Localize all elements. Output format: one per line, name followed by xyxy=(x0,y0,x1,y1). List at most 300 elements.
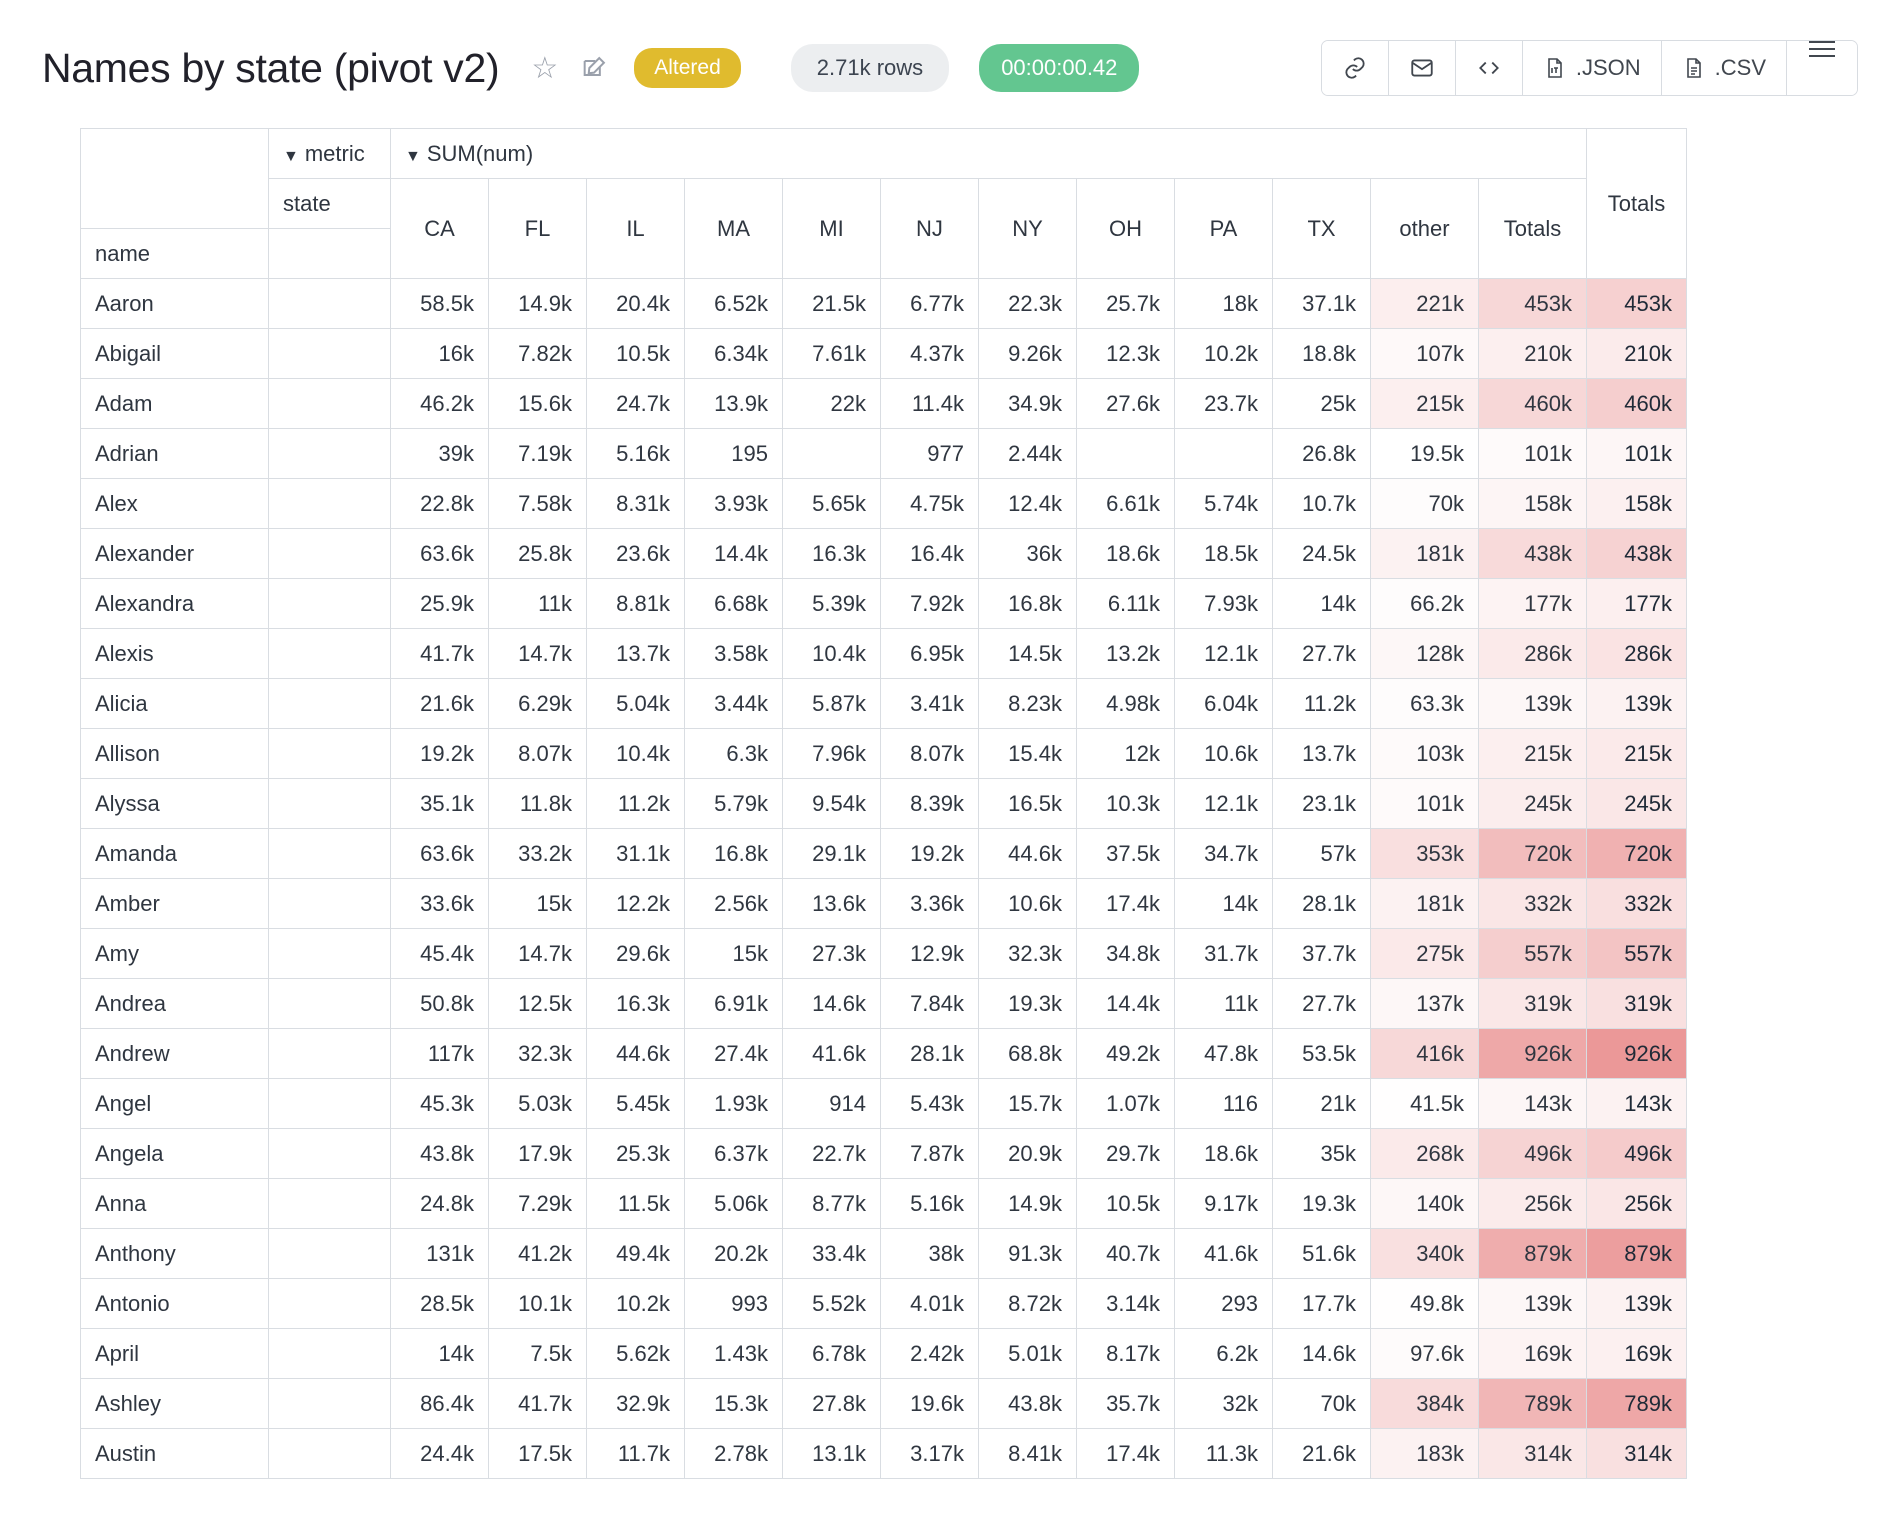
cell-totals: 210k xyxy=(1479,329,1587,379)
cell-totals: 438k xyxy=(1479,529,1587,579)
name-header-cell xyxy=(81,229,269,279)
cell-grand-total: 496k xyxy=(1587,1129,1687,1179)
pivot-table-body xyxy=(81,279,1687,1479)
cell-tx: 14.6k xyxy=(1273,1329,1371,1379)
cell-ny: 91.3k xyxy=(979,1229,1077,1279)
cell-mi: 14.6k xyxy=(783,979,881,1029)
pivot-table-header xyxy=(81,129,1687,279)
hamburger-line xyxy=(1809,48,1835,50)
state-label: state xyxy=(283,190,331,216)
cell-oh: 4.98k xyxy=(1077,679,1175,729)
cell-nj: 7.87k xyxy=(881,1129,979,1179)
embed-button[interactable] xyxy=(1456,41,1523,95)
cell-ca: 63.6k xyxy=(391,529,489,579)
cell-mi: 6.78k xyxy=(783,1329,881,1379)
cell-fl: 41.2k xyxy=(489,1229,587,1279)
cell-tx: 37.7k xyxy=(1273,929,1371,979)
hamburger-line xyxy=(1809,41,1835,43)
query-time-pill: 00:00:00.42 xyxy=(979,44,1139,92)
cell-fl: 7.19k xyxy=(489,429,587,479)
cell-pa xyxy=(1175,429,1273,479)
cell-ca: 63.6k xyxy=(391,829,489,879)
cell-ma: 6.34k xyxy=(685,329,783,379)
cell-other: 353k xyxy=(1371,829,1479,879)
cell-ny: 10.6k xyxy=(979,879,1077,929)
cell-ca: 117k xyxy=(391,1029,489,1079)
cell-totals: 177k xyxy=(1479,579,1587,629)
cell-ny: 2.44k xyxy=(979,429,1077,479)
cell-tx: 21k xyxy=(1273,1079,1371,1129)
cell-mi: 5.52k xyxy=(783,1279,881,1329)
cell-oh: 10.5k xyxy=(1077,1179,1175,1229)
table-row xyxy=(81,379,1687,429)
cell-totals: 314k xyxy=(1479,1429,1587,1479)
column-label: other xyxy=(1399,215,1450,241)
cell-oh: 27.6k xyxy=(1077,379,1175,429)
cell-mi: 914 xyxy=(783,1079,881,1129)
cell-totals: 453k xyxy=(1479,279,1587,329)
cell-totals: 215k xyxy=(1479,729,1587,779)
cell-fl: 7.29k xyxy=(489,1179,587,1229)
row-spacer-cell xyxy=(269,629,391,679)
cell-fl: 14.9k xyxy=(489,279,587,329)
cell-mi: 27.3k xyxy=(783,929,881,979)
cell-mi: 8.77k xyxy=(783,1179,881,1229)
row-spacer-cell xyxy=(269,379,391,429)
column-header-totals[interactable] xyxy=(1479,179,1587,279)
cell-totals: 460k xyxy=(1479,379,1587,429)
row-spacer-cell xyxy=(269,929,391,979)
cell-ca: 86.4k xyxy=(391,1379,489,1429)
name-label: name xyxy=(95,240,151,266)
cell-totals: 332k xyxy=(1479,879,1587,929)
cell-mi: 13.1k xyxy=(783,1429,881,1479)
cell-mi: 9.54k xyxy=(783,779,881,829)
cell-oh: 40.7k xyxy=(1077,1229,1175,1279)
cell-nj: 19.6k xyxy=(881,1379,979,1429)
cell-mi: 22k xyxy=(783,379,881,429)
pivot-table-container xyxy=(0,128,1892,1479)
cell-other: 275k xyxy=(1371,929,1479,979)
row-label: Angel xyxy=(81,1079,269,1129)
cell-nj: 5.43k xyxy=(881,1079,979,1129)
cell-ny: 16.5k xyxy=(979,779,1077,829)
cell-grand-total: 557k xyxy=(1587,929,1687,979)
cell-nj: 8.07k xyxy=(881,729,979,779)
email-button[interactable] xyxy=(1389,41,1456,95)
column-header-pa[interactable] xyxy=(1175,179,1273,279)
cell-il: 11.5k xyxy=(587,1179,685,1229)
row-spacer-cell xyxy=(269,1379,391,1429)
cell-pa: 6.2k xyxy=(1175,1329,1273,1379)
table-row xyxy=(81,729,1687,779)
cell-other: 19.5k xyxy=(1371,429,1479,479)
cell-ny: 22.3k xyxy=(979,279,1077,329)
row-label: Aaron xyxy=(81,279,269,329)
cell-tx: 25k xyxy=(1273,379,1371,429)
row-spacer-cell xyxy=(269,429,391,479)
cell-pa: 18.5k xyxy=(1175,529,1273,579)
cell-ca: 28.5k xyxy=(391,1279,489,1329)
json-download-button[interactable] xyxy=(1523,41,1662,95)
cell-ny: 8.72k xyxy=(979,1279,1077,1329)
column-label: CA xyxy=(424,215,455,241)
column-header-fl[interactable] xyxy=(489,179,587,279)
cell-il: 5.62k xyxy=(587,1329,685,1379)
cell-grand-total: 879k xyxy=(1587,1229,1687,1279)
row-label: Alexandra xyxy=(81,579,269,629)
cell-other: 215k xyxy=(1371,379,1479,429)
cell-nj: 16.4k xyxy=(881,529,979,579)
cell-ma: 14.4k xyxy=(685,529,783,579)
cell-grand-total: 453k xyxy=(1587,279,1687,329)
row-label: Alyssa xyxy=(81,779,269,829)
cell-tx: 26.8k xyxy=(1273,429,1371,479)
cell-tx: 35k xyxy=(1273,1129,1371,1179)
cell-other: 140k xyxy=(1371,1179,1479,1229)
cell-oh: 35.7k xyxy=(1077,1379,1175,1429)
cell-tx: 11.2k xyxy=(1273,679,1371,729)
name-header-spacer xyxy=(269,229,391,279)
cell-totals: 319k xyxy=(1479,979,1587,1029)
cell-fl: 33.2k xyxy=(489,829,587,879)
cell-mi: 33.4k xyxy=(783,1229,881,1279)
cell-ny: 16.8k xyxy=(979,579,1077,629)
cell-totals: 789k xyxy=(1479,1379,1587,1429)
cell-totals: 496k xyxy=(1479,1129,1587,1179)
cell-fl: 5.03k xyxy=(489,1079,587,1129)
cell-il: 10.4k xyxy=(587,729,685,779)
cell-ny: 68.8k xyxy=(979,1029,1077,1079)
cell-other: 63.3k xyxy=(1371,679,1479,729)
column-header-oh[interactable] xyxy=(1077,179,1175,279)
cell-ny: 15.7k xyxy=(979,1079,1077,1129)
cell-tx: 14k xyxy=(1273,579,1371,629)
cell-tx: 17.7k xyxy=(1273,1279,1371,1329)
cell-mi: 41.6k xyxy=(783,1029,881,1079)
cell-oh: 12k xyxy=(1077,729,1175,779)
page-header xyxy=(0,0,1892,110)
cell-ny: 20.9k xyxy=(979,1129,1077,1179)
cell-nj: 3.17k xyxy=(881,1429,979,1479)
metric-header-cell[interactable] xyxy=(269,129,391,179)
cell-il: 5.16k xyxy=(587,429,685,479)
cell-fl: 41.7k xyxy=(489,1379,587,1429)
link-button[interactable] xyxy=(1322,41,1389,95)
cell-pa: 9.17k xyxy=(1175,1179,1273,1229)
cell-il: 24.7k xyxy=(587,379,685,429)
cell-grand-total: 926k xyxy=(1587,1029,1687,1079)
pivot-table xyxy=(80,128,1687,1479)
row-spacer-cell xyxy=(269,529,391,579)
cell-oh: 17.4k xyxy=(1077,879,1175,929)
cell-other: 103k xyxy=(1371,729,1479,779)
cell-ca: 35.1k xyxy=(391,779,489,829)
json-label: .JSON xyxy=(1575,55,1641,80)
cell-fl: 17.9k xyxy=(489,1129,587,1179)
row-label: Amy xyxy=(81,929,269,979)
cell-fl: 25.8k xyxy=(489,529,587,579)
cell-fl: 11k xyxy=(489,579,587,629)
cell-nj: 7.92k xyxy=(881,579,979,629)
column-header-ny[interactable] xyxy=(979,179,1077,279)
cell-mi xyxy=(783,429,881,479)
column-header-mi[interactable] xyxy=(783,179,881,279)
grand-total-header xyxy=(1587,129,1687,279)
cell-pa: 18k xyxy=(1175,279,1273,329)
row-spacer-cell xyxy=(269,279,391,329)
cell-fl: 7.58k xyxy=(489,479,587,529)
cell-other: 416k xyxy=(1371,1029,1479,1079)
cell-mi: 5.39k xyxy=(783,579,881,629)
column-label: FL xyxy=(524,215,551,241)
cell-ca: 45.4k xyxy=(391,929,489,979)
cell-nj: 5.16k xyxy=(881,1179,979,1229)
cell-tx: 23.1k xyxy=(1273,779,1371,829)
cell-ca: 24.4k xyxy=(391,1429,489,1479)
cell-ny: 14.5k xyxy=(979,629,1077,679)
cell-il: 49.4k xyxy=(587,1229,685,1279)
row-spacer-cell xyxy=(269,779,391,829)
row-label: Anthony xyxy=(81,1229,269,1279)
cell-pa: 23.7k xyxy=(1175,379,1273,429)
cell-tx: 13.7k xyxy=(1273,729,1371,779)
cell-ca: 50.8k xyxy=(391,979,489,1029)
status-badge-altered: Altered xyxy=(634,48,741,88)
cell-oh: 10.3k xyxy=(1077,779,1175,829)
cell-nj: 3.41k xyxy=(881,679,979,729)
cell-grand-total: 245k xyxy=(1587,779,1687,829)
cell-il: 23.6k xyxy=(587,529,685,579)
cell-other: 70k xyxy=(1371,479,1479,529)
column-header-ca[interactable] xyxy=(391,179,489,279)
row-spacer-cell xyxy=(269,729,391,779)
cell-oh: 13.2k xyxy=(1077,629,1175,679)
table-row xyxy=(81,1229,1687,1279)
column-label: IL xyxy=(626,215,645,241)
cell-il: 10.2k xyxy=(587,1279,685,1329)
star-icon[interactable]: ☆ xyxy=(531,51,559,85)
cell-totals: 139k xyxy=(1479,1279,1587,1329)
cell-grand-total: 169k xyxy=(1587,1329,1687,1379)
table-row xyxy=(81,1379,1687,1429)
cell-mi: 7.96k xyxy=(783,729,881,779)
cell-ny: 8.41k xyxy=(979,1429,1077,1479)
corner-blank-cell xyxy=(81,129,269,229)
row-label: Amanda xyxy=(81,829,269,879)
row-spacer-cell xyxy=(269,479,391,529)
cell-mi: 5.65k xyxy=(783,479,881,529)
table-row xyxy=(81,479,1687,529)
table-row xyxy=(81,579,1687,629)
row-spacer-cell xyxy=(269,829,391,879)
cell-grand-total: 720k xyxy=(1587,829,1687,879)
cell-pa: 7.93k xyxy=(1175,579,1273,629)
column-label: OH xyxy=(1109,215,1142,241)
table-row xyxy=(81,1329,1687,1379)
cell-other: 97.6k xyxy=(1371,1329,1479,1379)
cell-il: 31.1k xyxy=(587,829,685,879)
cell-other: 137k xyxy=(1371,979,1479,1029)
cell-oh: 3.14k xyxy=(1077,1279,1175,1329)
cell-nj: 19.2k xyxy=(881,829,979,879)
table-row xyxy=(81,329,1687,379)
cell-other: 41.5k xyxy=(1371,1079,1479,1129)
row-label: Andrew xyxy=(81,1029,269,1079)
cell-totals: 245k xyxy=(1479,779,1587,829)
cell-grand-total: 210k xyxy=(1587,329,1687,379)
cell-ca: 14k xyxy=(391,1329,489,1379)
cell-totals: 143k xyxy=(1479,1079,1587,1129)
cell-grand-total: 789k xyxy=(1587,1379,1687,1429)
cell-other: 183k xyxy=(1371,1429,1479,1479)
cell-tx: 24.5k xyxy=(1273,529,1371,579)
cell-fl: 14.7k xyxy=(489,929,587,979)
cell-pa: 293 xyxy=(1175,1279,1273,1329)
row-label: Adrian xyxy=(81,429,269,479)
cell-pa: 18.6k xyxy=(1175,1129,1273,1179)
column-header-ma[interactable] xyxy=(685,179,783,279)
row-spacer-cell xyxy=(269,1179,391,1229)
cell-il: 11.2k xyxy=(587,779,685,829)
table-row xyxy=(81,1429,1687,1479)
cell-ma: 2.56k xyxy=(685,879,783,929)
cell-nj: 12.9k xyxy=(881,929,979,979)
cell-ma: 6.52k xyxy=(685,279,783,329)
row-label: Austin xyxy=(81,1429,269,1479)
cell-nj: 4.75k xyxy=(881,479,979,529)
menu-button[interactable] xyxy=(1787,41,1857,95)
cell-totals: 286k xyxy=(1479,629,1587,679)
cell-other: 66.2k xyxy=(1371,579,1479,629)
table-row xyxy=(81,629,1687,679)
csv-download-button[interactable] xyxy=(1662,41,1787,95)
cell-other: 384k xyxy=(1371,1379,1479,1429)
page-title: Names by state (pivot v2) xyxy=(42,44,500,91)
table-row xyxy=(81,829,1687,879)
row-spacer-cell xyxy=(269,879,391,929)
cell-ny: 32.3k xyxy=(979,929,1077,979)
cell-ma: 3.58k xyxy=(685,629,783,679)
cell-totals: 256k xyxy=(1479,1179,1587,1229)
cell-grand-total: 177k xyxy=(1587,579,1687,629)
cell-il: 10.5k xyxy=(587,329,685,379)
cell-ca: 131k xyxy=(391,1229,489,1279)
cell-oh: 12.3k xyxy=(1077,329,1175,379)
metric-value-label: SUM(num) xyxy=(426,140,534,166)
metric-value-header-cell[interactable] xyxy=(391,129,1587,179)
cell-tx: 10.7k xyxy=(1273,479,1371,529)
cell-grand-total: 332k xyxy=(1587,879,1687,929)
cell-ma: 5.06k xyxy=(685,1179,783,1229)
cell-ma: 6.68k xyxy=(685,579,783,629)
column-label: TX xyxy=(1307,215,1336,241)
cell-ma: 1.43k xyxy=(685,1329,783,1379)
cell-ma: 2.78k xyxy=(685,1429,783,1479)
cell-nj: 977 xyxy=(881,429,979,479)
row-label: Angela xyxy=(81,1129,269,1179)
cell-ny: 36k xyxy=(979,529,1077,579)
cell-tx: 27.7k xyxy=(1273,979,1371,1029)
cell-pa: 12.1k xyxy=(1175,629,1273,679)
cell-oh: 1.07k xyxy=(1077,1079,1175,1129)
table-row xyxy=(81,279,1687,329)
cell-il: 12.2k xyxy=(587,879,685,929)
cell-grand-total: 314k xyxy=(1587,1429,1687,1479)
row-spacer-cell xyxy=(269,1279,391,1329)
cell-oh: 25.7k xyxy=(1077,279,1175,329)
cell-ma: 195 xyxy=(685,429,783,479)
edit-icon[interactable] xyxy=(580,54,608,82)
cell-ca: 16k xyxy=(391,329,489,379)
cell-pa: 10.6k xyxy=(1175,729,1273,779)
cell-ny: 34.9k xyxy=(979,379,1077,429)
cell-nj: 7.84k xyxy=(881,979,979,1029)
chevron-down-icon: ▼ xyxy=(283,147,299,165)
row-label: Ashley xyxy=(81,1379,269,1429)
cell-nj: 2.42k xyxy=(881,1329,979,1379)
cell-pa: 11k xyxy=(1175,979,1273,1029)
cell-grand-total: 256k xyxy=(1587,1179,1687,1229)
cell-il: 5.45k xyxy=(587,1079,685,1129)
column-header-tx[interactable] xyxy=(1273,179,1371,279)
cell-grand-total: 101k xyxy=(1587,429,1687,479)
table-row xyxy=(81,1179,1687,1229)
cell-oh xyxy=(1077,429,1175,479)
cell-tx: 51.6k xyxy=(1273,1229,1371,1279)
column-header-other[interactable] xyxy=(1371,179,1479,279)
cell-tx: 18.8k xyxy=(1273,329,1371,379)
table-row xyxy=(81,679,1687,729)
column-header-nj[interactable] xyxy=(881,179,979,279)
column-label: NY xyxy=(1012,215,1043,241)
cell-ca: 43.8k xyxy=(391,1129,489,1179)
cell-pa: 6.04k xyxy=(1175,679,1273,729)
row-label: Amber xyxy=(81,879,269,929)
row-spacer-cell xyxy=(269,1229,391,1279)
row-label: Anna xyxy=(81,1179,269,1229)
cell-pa: 14k xyxy=(1175,879,1273,929)
table-row xyxy=(81,979,1687,1029)
cell-oh: 6.11k xyxy=(1077,579,1175,629)
row-label: Allison xyxy=(81,729,269,779)
cell-grand-total: 319k xyxy=(1587,979,1687,1029)
column-label: MI xyxy=(819,215,844,241)
row-label: Alicia xyxy=(81,679,269,729)
cell-mi: 22.7k xyxy=(783,1129,881,1179)
cell-fl: 8.07k xyxy=(489,729,587,779)
cell-il: 11.7k xyxy=(587,1429,685,1479)
cell-grand-total: 215k xyxy=(1587,729,1687,779)
column-header-il[interactable] xyxy=(587,179,685,279)
row-label: April xyxy=(81,1329,269,1379)
cell-other: 181k xyxy=(1371,529,1479,579)
table-row xyxy=(81,1279,1687,1329)
cell-tx: 19.3k xyxy=(1273,1179,1371,1229)
cell-nj: 8.39k xyxy=(881,779,979,829)
cell-il: 8.31k xyxy=(587,479,685,529)
cell-mi: 13.6k xyxy=(783,879,881,929)
cell-other: 340k xyxy=(1371,1229,1479,1279)
cell-tx: 21.6k xyxy=(1273,1429,1371,1479)
row-spacer-cell xyxy=(269,1129,391,1179)
state-header-cell xyxy=(269,179,391,229)
cell-mi: 27.8k xyxy=(783,1379,881,1429)
row-spacer-cell xyxy=(269,979,391,1029)
row-label: Andrea xyxy=(81,979,269,1029)
cell-pa: 31.7k xyxy=(1175,929,1273,979)
cell-il: 25.3k xyxy=(587,1129,685,1179)
